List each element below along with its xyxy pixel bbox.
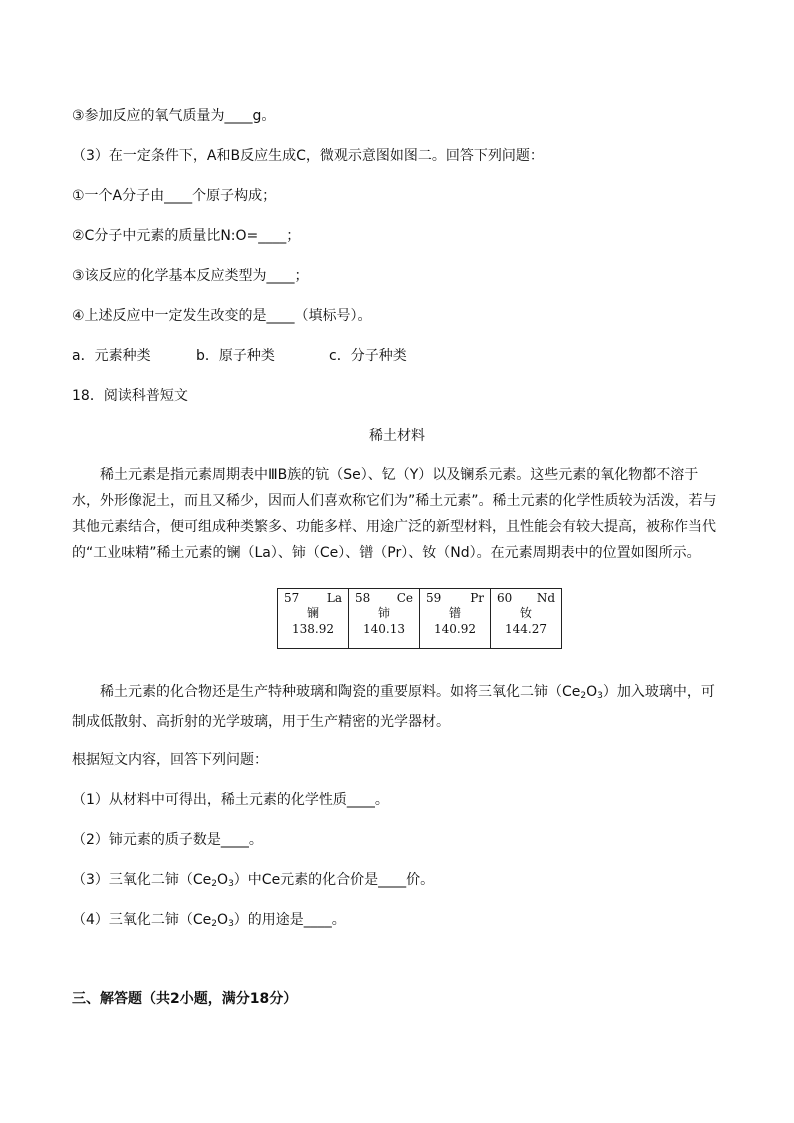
q17-options [72, 346, 407, 366]
subscript: 2 [211, 919, 218, 929]
subscript: 2 [211, 879, 218, 889]
q3-text-a: （3）三氧化二铈（Ce [72, 872, 212, 888]
element-number: 60 [497, 591, 513, 605]
q4-text-a: （4）三氧化二铈（Ce [72, 912, 212, 928]
element-mass: 144.27 [505, 622, 547, 636]
para2-text-a: 稀土元素的化合物还是生产特种玻璃和陶瓷的重要原料。如将三氧化二铈（Ce [100, 684, 581, 700]
option-c: c．分子种类 [329, 348, 407, 364]
para2-formula-o: O [586, 684, 598, 700]
article-title: 稀土材料 [369, 428, 425, 444]
q17-sub2: ②C分子中元素的质量比N:O=____； [72, 228, 301, 244]
q17-sub3: ③该反应的化学基本反应类型为____； [72, 268, 309, 284]
subscript: 2 [580, 691, 587, 701]
element-cell-nd [491, 589, 562, 649]
element-symbol: Nd [536, 591, 555, 605]
formula-o: O [217, 912, 229, 928]
element-cell-ce [349, 589, 420, 649]
periodic-table-excerpt [277, 588, 562, 649]
subscript: 3 [228, 919, 234, 929]
element-symbol: Ce [396, 591, 413, 605]
q18-question-1: （1）从材料中可得出，稀土元素的化学性质____。 [72, 792, 389, 808]
element-mass: 140.92 [434, 622, 476, 636]
q18-heading: 18．阅读科普短文 [72, 388, 188, 404]
element-mass: 138.92 [292, 622, 334, 636]
subscript: 3 [597, 691, 603, 701]
q18-question-3 [72, 870, 434, 894]
element-number: 57 [284, 591, 300, 605]
article-paragraph-1: 稀土元素是指元素周期表中ⅢB族的钪（Se）、钇（Y）以及镧系元素。这些元素的氧化物都不溶于水，外形像泥土，而且又稀少，因而人们喜欢称它们为”稀土元素”。稀土元素的化学性质较为活泼，若与其他元素结合，便可组成种类繁多、功能多样、用途广泛的新型材料，且性能会有较大提高，被称作当代的“工业味精”稀土元素的镧（La）、铈（Ce）、镨（Pr）、钕（Nd）。在元素周期表中的位置如图所示。 [72, 467, 717, 561]
article-paragraph-2 [72, 679, 722, 735]
para2-text-b: ）加入玻璃中，可制成低散射、高折射的光学玻璃，用于生产精密的光学器材。 [72, 684, 715, 730]
element-name: 钕 [519, 606, 532, 620]
q17-line-oxygen-mass: ③参加反应的氧气质量为____g。 [72, 108, 276, 124]
element-name: 铈 [377, 606, 390, 620]
q3-text-b: ）中Ce元素的化合价是____价。 [233, 872, 435, 888]
element-symbol: Pr [470, 591, 484, 605]
element-symbol: La [326, 591, 342, 605]
option-a: a．元素种类 [72, 348, 151, 364]
element-number: 58 [355, 591, 371, 605]
q18-question-2: （2）铈元素的质子数是____。 [72, 832, 263, 848]
q4-text-b: ）的用途是____。 [233, 912, 346, 928]
formula-o: O [217, 872, 229, 888]
element-mass: 140.13 [363, 622, 405, 636]
q17-sub1: ①一个A分子由____个原子构成； [72, 188, 277, 204]
element-name: 镨 [448, 606, 461, 620]
section-3-heading: 三、解答题（共2小题，满分18分） [72, 991, 298, 1007]
element-name: 镧 [306, 606, 319, 620]
q17-sub4: ④上述反应中一定发生改变的是____（填标号）。 [72, 308, 372, 324]
q17-part3-intro: （3）在一定条件下，A和B反应生成C，微观示意图如图二。回答下列问题： [72, 148, 544, 164]
element-cell-la [278, 589, 349, 649]
element-cell-pr [420, 589, 491, 649]
subscript: 3 [228, 879, 234, 889]
option-b: b．原子种类 [196, 348, 275, 364]
q18-prompt: 根据短文内容，回答下列问题： [72, 752, 268, 768]
q18-question-4 [72, 910, 346, 934]
element-number: 59 [426, 591, 442, 605]
